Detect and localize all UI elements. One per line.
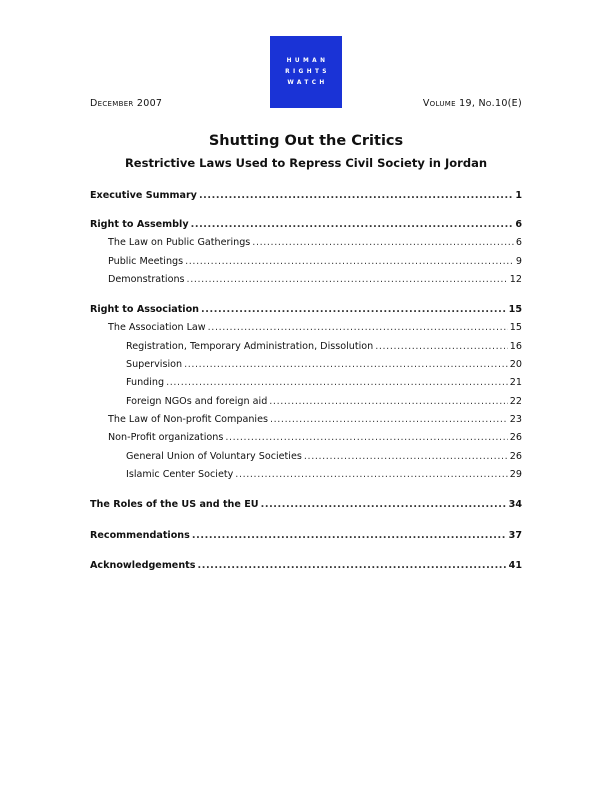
- toc-entry[interactable]: [90, 219, 522, 230]
- document-title: Shutting Out the Critics: [208, 133, 404, 149]
- toc-entry-page: 1: [515, 190, 522, 201]
- toc-leader-dots: [199, 190, 513, 201]
- logo-line: RIGHTS: [285, 68, 330, 75]
- toc-entry-page: 6: [515, 237, 522, 248]
- toc-entry-page: 9: [515, 256, 522, 267]
- toc-entry-title: Recommendations: [90, 530, 190, 541]
- toc-entry[interactable]: [90, 499, 522, 510]
- toc-entry-page: 22: [509, 396, 522, 407]
- toc-entry-page: 41: [508, 560, 522, 571]
- toc-entry-title: General Union of Voluntary Societies: [126, 451, 302, 462]
- logo-line: HUMAN: [286, 57, 329, 64]
- toc-entry[interactable]: [126, 396, 522, 407]
- toc-entry-title: Right to Assembly: [90, 219, 189, 230]
- toc-leader-dots: [235, 469, 507, 480]
- toc-entry-title: The Law on Public Gatherings: [108, 237, 251, 248]
- toc-leader-dots: [187, 274, 508, 285]
- toc-leader-dots: [166, 377, 508, 388]
- toc-entry-title: Funding: [126, 377, 165, 388]
- toc-entry[interactable]: [126, 469, 522, 480]
- toc-entry[interactable]: [108, 237, 522, 248]
- toc-entry-page: 15: [508, 304, 522, 315]
- toc-entry-title: Non-Profit organizations: [108, 432, 224, 443]
- toc-entry[interactable]: [108, 432, 522, 443]
- toc-leader-dots: [225, 432, 507, 443]
- toc-entry-page: 26: [509, 432, 522, 443]
- toc-entry-title: Acknowledgements: [90, 560, 196, 571]
- toc-entry-page: 34: [508, 499, 522, 510]
- toc-entry[interactable]: [126, 377, 522, 388]
- toc-entry-title: Supervision: [126, 359, 183, 370]
- toc-leader-dots: [375, 341, 508, 352]
- toc-entry-title: Public Meetings: [108, 256, 184, 267]
- toc-entry-page: 15: [509, 322, 522, 333]
- hrw-logo: [270, 36, 342, 108]
- report-volume: Volume 19, No.10(E): [422, 98, 522, 109]
- toc-entry-page: 21: [509, 377, 522, 388]
- toc-entry-page: 6: [515, 219, 522, 230]
- toc-leader-dots: [201, 304, 507, 315]
- toc-entry-title: The Law of Non-profit Companies: [108, 414, 268, 425]
- toc-entry[interactable]: [126, 451, 522, 462]
- toc-leader-dots: [269, 396, 508, 407]
- toc-leader-dots: [261, 499, 507, 510]
- toc-entry-page: 20: [509, 359, 522, 370]
- toc-entry[interactable]: [90, 560, 522, 571]
- toc-leader-dots: [185, 256, 514, 267]
- report-date: December 2007: [90, 98, 163, 109]
- toc-entry-page: 12: [509, 274, 522, 285]
- toc-entry-page: 29: [509, 469, 522, 480]
- toc-entry-title: The Roles of the US and the EU: [90, 499, 259, 510]
- toc-entry-title: Registration, Temporary Administration, Dissolution: [126, 341, 374, 352]
- toc-entry-title: The Association Law: [108, 322, 206, 333]
- toc-entry[interactable]: [126, 359, 522, 370]
- toc-entry-title: Islamic Center Society: [126, 469, 234, 480]
- toc-entry[interactable]: [108, 322, 522, 333]
- document-subtitle: Restrictive Laws Used to Repress Civil Society in Jordan: [124, 156, 488, 170]
- toc-leader-dots: [270, 414, 508, 425]
- toc-entry[interactable]: [90, 190, 522, 201]
- toc-entry[interactable]: [90, 304, 522, 315]
- toc-entry-title: Foreign NGOs and foreign aid: [126, 396, 268, 407]
- toc-leader-dots: [304, 451, 508, 462]
- toc-entry-page: 37: [508, 530, 522, 541]
- toc-leader-dots: [197, 560, 506, 571]
- toc-entry-title: Demonstrations: [108, 274, 185, 285]
- toc-leader-dots: [252, 237, 514, 248]
- toc-entry[interactable]: [90, 530, 522, 541]
- toc-leader-dots: [208, 322, 508, 333]
- toc-leader-dots: [191, 219, 514, 230]
- toc-entry[interactable]: [108, 414, 522, 425]
- toc-entry-page: 26: [509, 451, 522, 462]
- toc-entry-title: Executive Summary: [90, 190, 197, 201]
- logo-line: WATCH: [287, 79, 328, 86]
- toc-entry-page: 16: [509, 341, 522, 352]
- toc-leader-dots: [192, 530, 507, 541]
- toc-entry-page: 23: [509, 414, 522, 425]
- toc-entry[interactable]: [108, 274, 522, 285]
- toc-leader-dots: [184, 359, 508, 370]
- toc-entry[interactable]: [126, 341, 522, 352]
- toc-entry-title: Right to Association: [90, 304, 199, 315]
- toc-entry[interactable]: [108, 256, 522, 267]
